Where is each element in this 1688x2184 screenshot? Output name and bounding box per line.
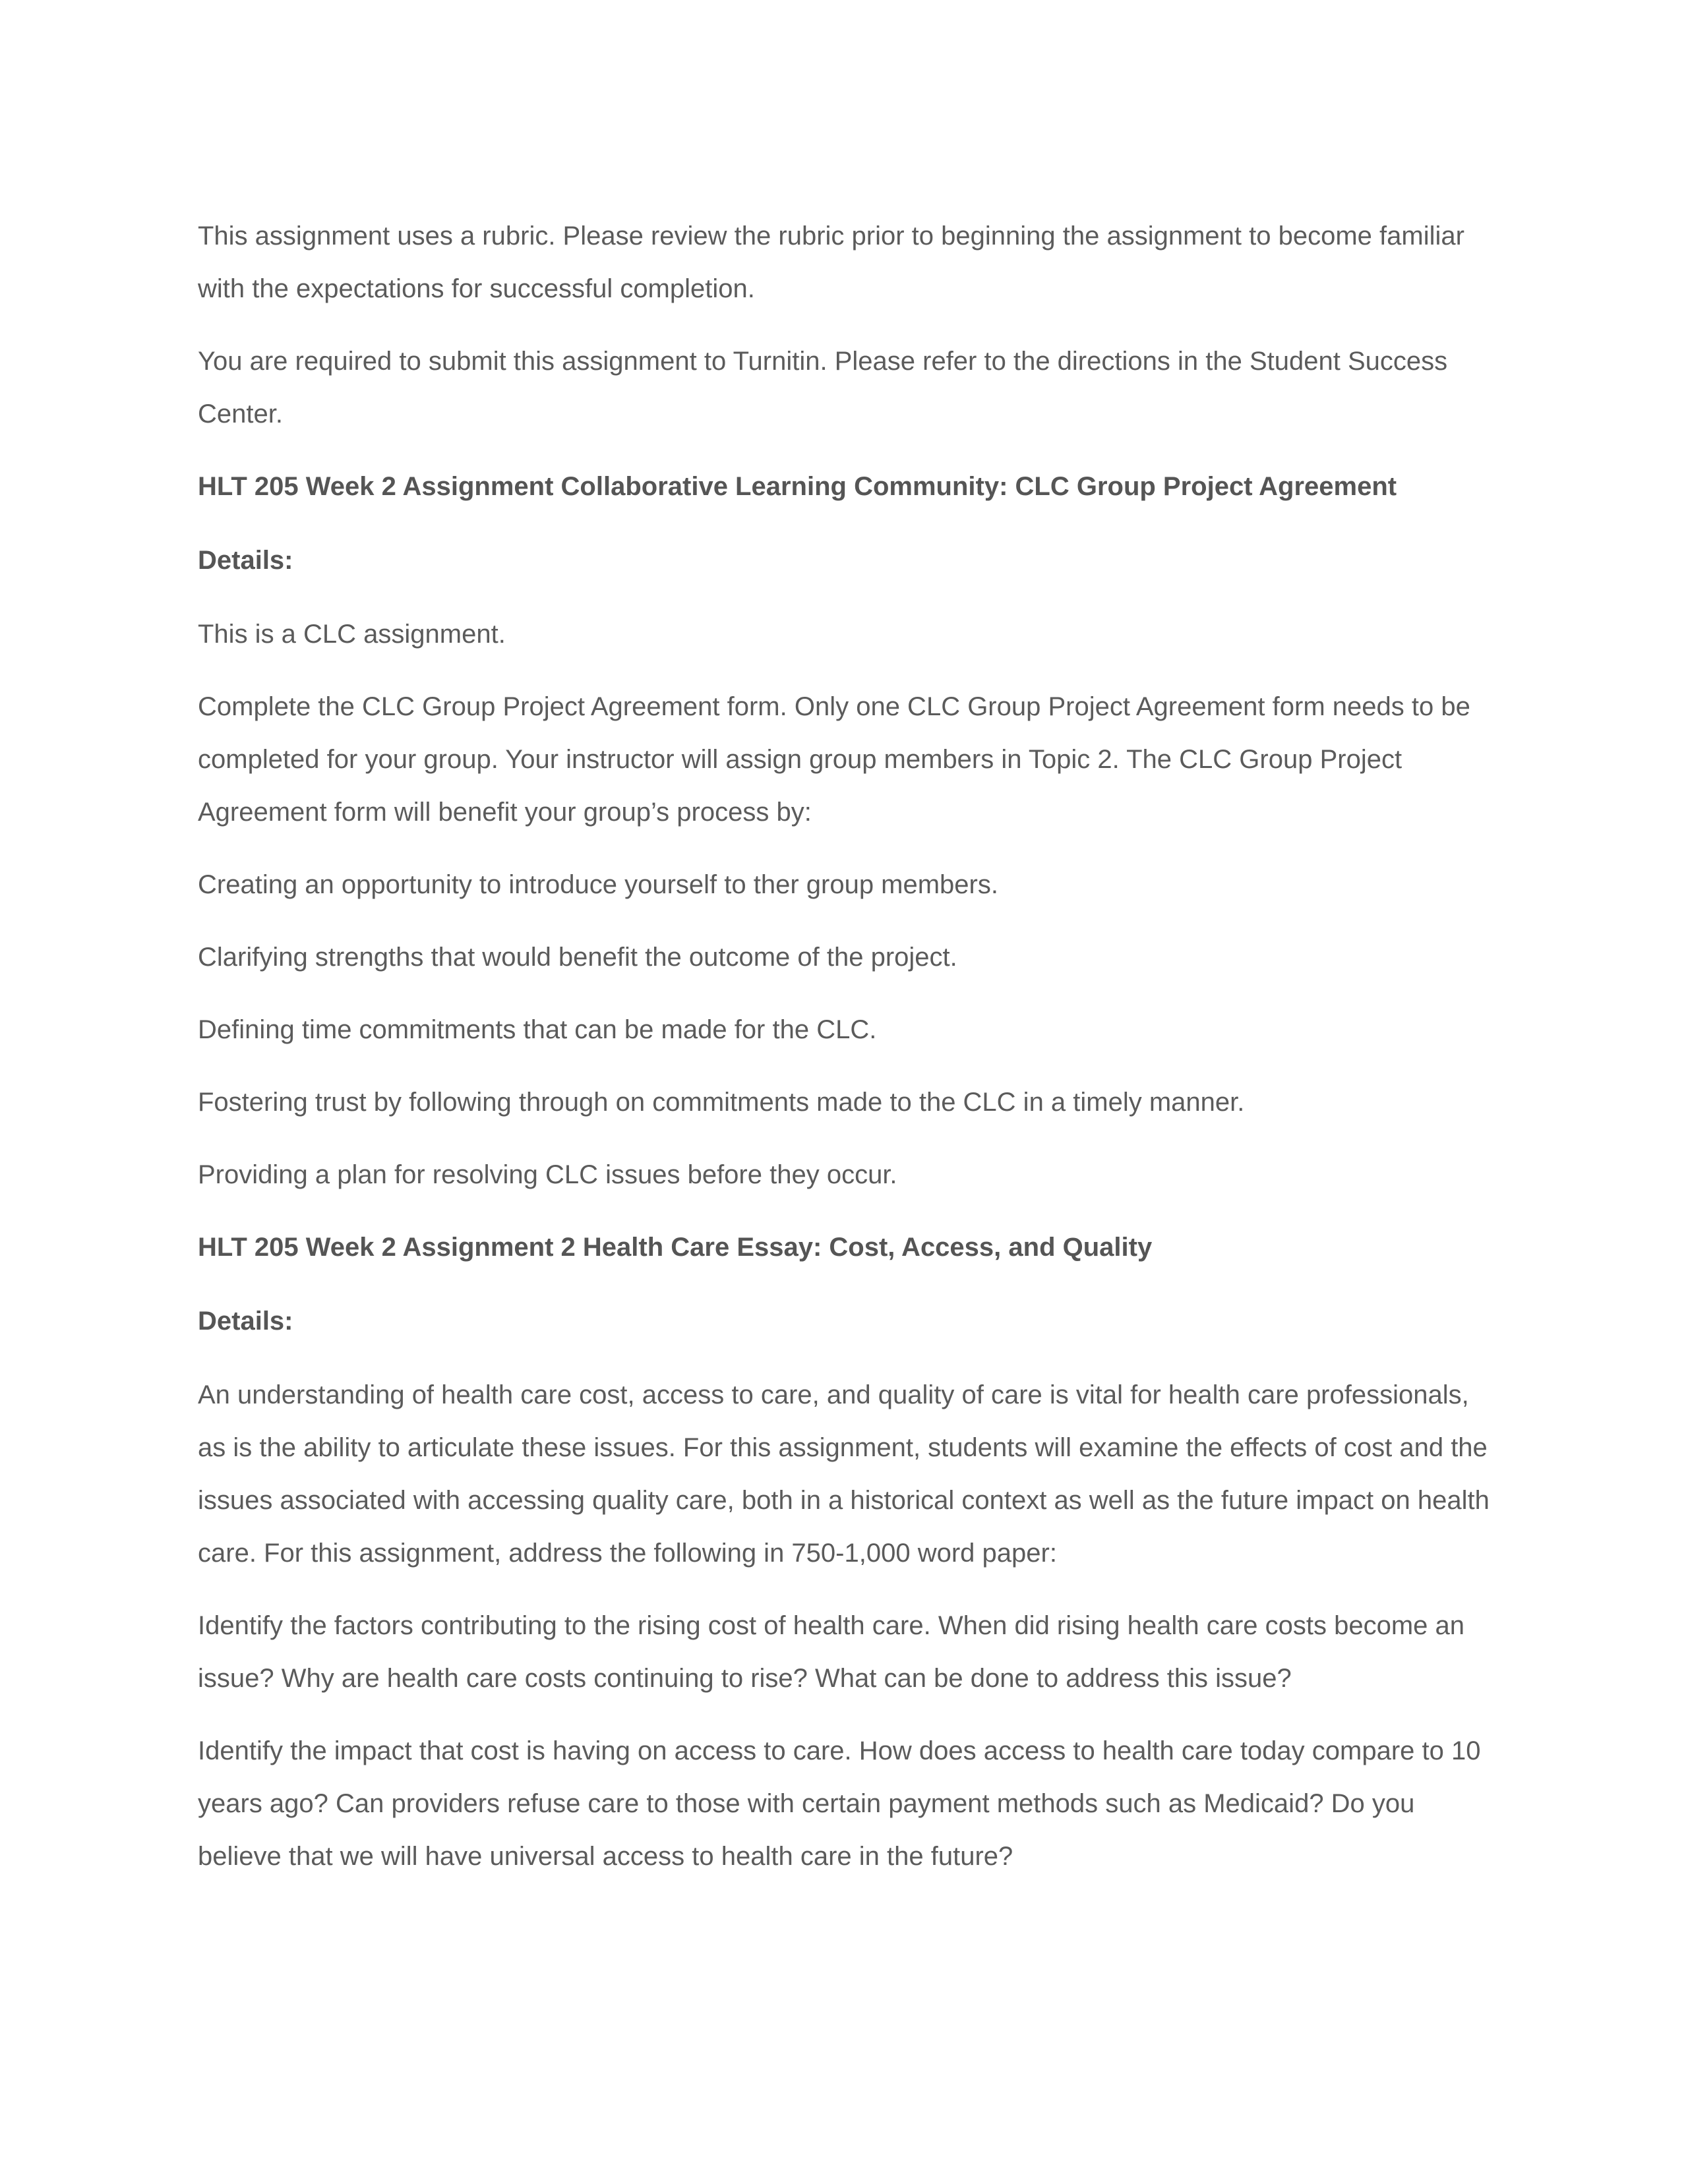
clc-benefit-item: Providing a plan for resolving CLC issues before they occur. xyxy=(198,1160,897,1189)
essay-requirement-paragraph: Identify the impact that cost is having on access to care. How does access to health care today compare to 10 years ago? Can providers refuse care to those with certain payment methods such as Medicaid? Do you believe that we will have universal access to health care in the future? xyxy=(198,1736,1481,1871)
clc-benefit-item: Clarifying strengths that would benefit the outcome of the project. xyxy=(198,943,957,972)
clc-instructions-paragraph: Complete the CLC Group Project Agreement form. Only one CLC Group Project Agreement form needs to be completed for your group. Your instructor will assign group members in Topic 2. The CLC Group Project Agreement form will benefit your group’s process by: xyxy=(198,692,1470,827)
document-body xyxy=(198,210,1503,1903)
rubric-notice-paragraph: This assignment uses a rubric. Please review the rubric prior to beginning the assignment to become familiar with the expectations for successful completion. xyxy=(198,221,1464,303)
essay-overview-paragraph: An understanding of health care cost, access to care, and quality of care is vital for health care professionals, as is the ability to articulate these issues. For this assignment, students will examine the effects of cost and the issues associated with accessing quality care, both in a historical context as well as the future impact on health care. For this assignment, address the following in 750-1,000 word paper: xyxy=(198,1380,1490,1568)
assignment-1-details-label: Details: xyxy=(198,546,293,575)
clc-benefit-item: Defining time commitments that can be made for the CLC. xyxy=(198,1015,877,1044)
clc-benefit-item: Fostering trust by following through on commitments made to the CLC in a timely manner. xyxy=(198,1088,1245,1117)
assignment-1-heading: HLT 205 Week 2 Assignment Collaborative Learning Community: CLC Group Project Agreement xyxy=(198,472,1397,501)
assignment-2-heading: HLT 205 Week 2 Assignment 2 Health Care Essay: Cost, Access, and Quality xyxy=(198,1233,1153,1262)
clc-intro-paragraph: This is a CLC assignment. xyxy=(198,620,506,649)
essay-requirement-paragraph: Identify the factors contributing to the rising cost of health care. When did rising health care costs become an issue? Why are health care costs continuing to rise? What can be done to address this issue? xyxy=(198,1611,1465,1693)
clc-benefit-item: Creating an opportunity to introduce yourself to ther group members. xyxy=(198,870,998,899)
assignment-2-details-label: Details: xyxy=(198,1307,293,1336)
turnitin-notice-paragraph: You are required to submit this assignment to Turnitin. Please refer to the directions in the Student Success Center. xyxy=(198,347,1448,428)
